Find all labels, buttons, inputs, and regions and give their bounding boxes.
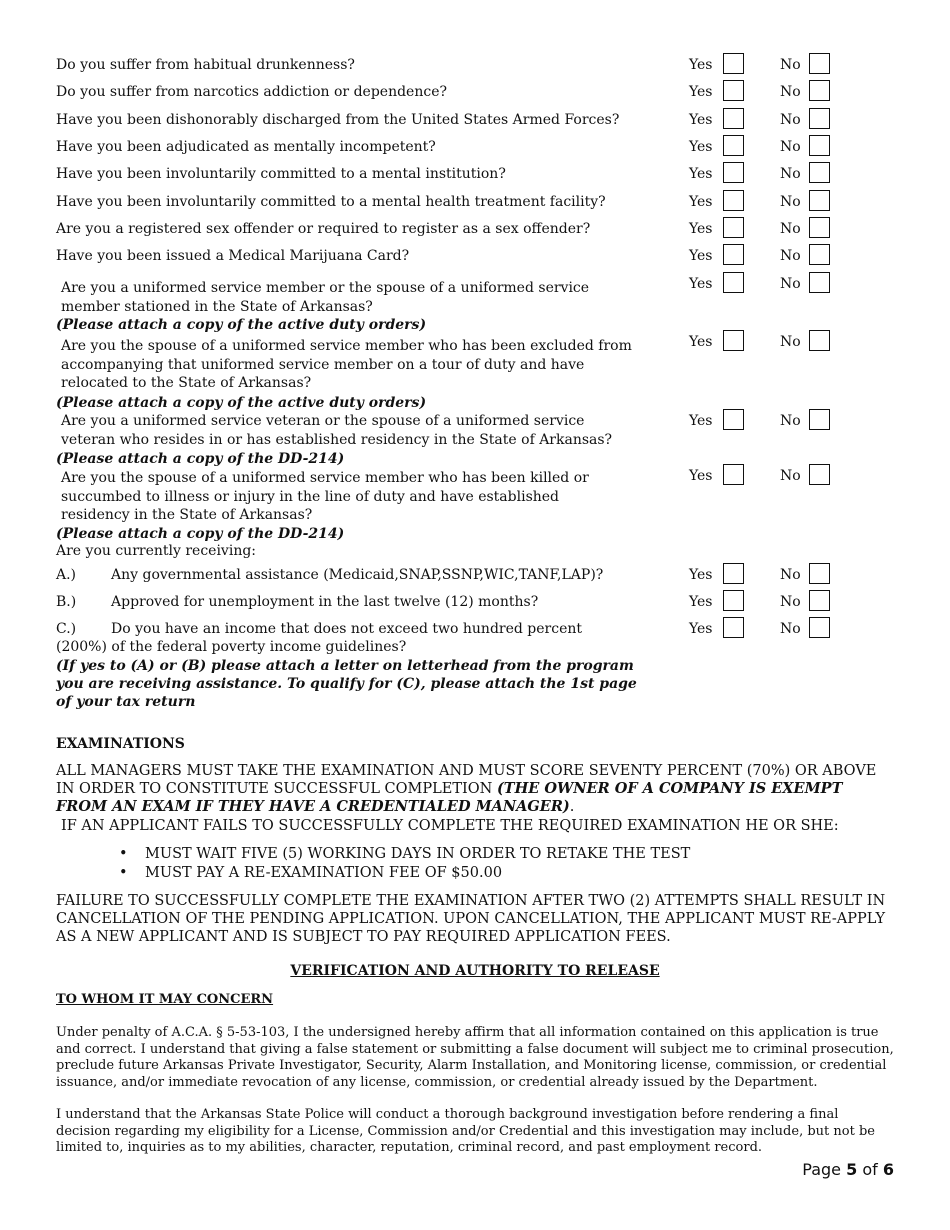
no-checkbox[interactable] <box>809 244 830 265</box>
verification-title: VERIFICATION AND AUTHORITY TO RELEASE <box>290 963 660 979</box>
no-checkbox[interactable] <box>809 80 830 101</box>
question-text: Do you suffer from habitual drunkenness? <box>56 57 355 73</box>
question-text: Have you been adjudicated as mentally incompetent? <box>56 139 436 155</box>
no-label: No <box>780 166 801 182</box>
yes-label: Yes <box>689 84 713 100</box>
no-checkbox[interactable] <box>809 617 830 638</box>
bullet-item: • MUST WAIT FIVE (5) WORKING DAYS IN ORDER TO RETAKE THE TEST <box>145 845 690 864</box>
owner-exempt-note: (THE OWNER OF A COMPANY IS EXEMPT FROM AN EXAM IF THEY HAVE A CREDENTIALED MANAGER) <box>56 780 843 815</box>
no-checkbox[interactable] <box>809 464 830 485</box>
attachment-note: (Please attach a copy of the DD-214) <box>56 451 345 467</box>
verification-paragraph-1: Under penalty of A.C.A. § 5-53-103, I the undersigned hereby affirm that all information contained on this application is true and correct. I understand that giving a false statement or submitting a false document will subject me to criminal prosecution, preclude future Arkansas Private Investigator, Security, Alarm Installation, and Monitoring license, commission, or credential issuance, and/or immediate revocation of any license, commission, or credential already issued by the Department. <box>56 1025 894 1090</box>
question-text: Are you the spouse of a uniformed service member who has been killed or succumbed to illness or injury in the line of duty and have established residency in the State of Arkansas? <box>61 470 589 523</box>
attachment-note: (Please attach a copy of the active duty orders) <box>56 317 427 333</box>
yes-checkbox[interactable] <box>723 217 744 238</box>
of-word: of <box>862 1160 878 1179</box>
salutation: TO WHOM IT MAY CONCERN <box>56 992 274 1007</box>
no-label: No <box>780 567 801 583</box>
examinations-bullets <box>145 845 690 882</box>
receiving-item-b-letter: B.) <box>56 594 77 610</box>
attachment-note: (Please attach a copy of the active duty orders) <box>56 395 427 411</box>
yes-checkbox[interactable] <box>723 53 744 74</box>
yes-label: Yes <box>689 248 713 264</box>
receiving-item-c-continued: (200%) of the federal poverty income guidelines? <box>56 639 407 655</box>
yes-label: Yes <box>689 468 713 484</box>
question-text: Are you a registered sex offender or required to register as a sex offender? <box>56 221 591 237</box>
yes-checkbox[interactable] <box>723 80 744 101</box>
yes-checkbox[interactable] <box>723 162 744 183</box>
no-checkbox[interactable] <box>809 190 830 211</box>
no-label: No <box>780 248 801 264</box>
yes-checkbox[interactable] <box>723 190 744 211</box>
yes-label: Yes <box>689 594 713 610</box>
no-label: No <box>780 621 801 637</box>
yes-label: Yes <box>689 567 713 583</box>
examinations-paragraph-3: FAILURE TO SUCCESSFULLY COMPLETE THE EXAMINATION AFTER TWO (2) ATTEMPTS SHALL RESULT IN CANCELLATION OF THE PENDING APPLICATION. UPON CANCELLATION, THE APPLICANT MUST RE-APPLY AS A NEW APPLICANT AND IS SUBJECT TO PAY REQUIRED APPLICATION FEES. <box>56 893 886 945</box>
examinations-heading: EXAMINATIONS <box>56 736 185 752</box>
yes-label: Yes <box>689 221 713 237</box>
receiving-item-c-letter: C.) <box>56 621 77 637</box>
yes-label: Yes <box>689 194 713 210</box>
no-checkbox[interactable] <box>809 108 830 129</box>
verification-paragraph-2: I understand that the Arkansas State Police will conduct a thorough background investigation before rendering a final decision regarding my eligibility for a License, Commission and/or Credential and this investigation may include, but not be limited to, inquiries as to my abilities, character, reputation, criminal record, and past employment record. <box>56 1107 875 1155</box>
no-label: No <box>780 594 801 610</box>
no-label: No <box>780 334 801 350</box>
no-label: No <box>780 468 801 484</box>
no-checkbox[interactable] <box>809 409 830 430</box>
no-checkbox[interactable] <box>809 53 830 74</box>
no-checkbox[interactable] <box>809 217 830 238</box>
no-checkbox[interactable] <box>809 590 830 611</box>
examinations-paragraph-2: IF AN APPLICANT FAILS TO SUCCESSFULLY COMPLETE THE REQUIRED EXAMINATION HE OR SHE: <box>61 818 839 834</box>
receiving-item-c-text: Do you have an income that does not exceed two hundred percent <box>111 621 583 637</box>
yes-checkbox[interactable] <box>723 135 744 156</box>
yes-label: Yes <box>689 276 713 292</box>
question-text: Have you been involuntarily committed to a mental health treatment facility? <box>56 194 606 210</box>
examinations-paragraph-1-end: . <box>569 799 575 815</box>
no-label: No <box>780 57 801 73</box>
current-page: 5 <box>846 1160 858 1179</box>
yes-label: Yes <box>689 166 713 182</box>
total-pages: 6 <box>882 1160 894 1179</box>
no-checkbox[interactable] <box>809 563 830 584</box>
no-label: No <box>780 84 801 100</box>
yes-checkbox[interactable] <box>723 108 744 129</box>
no-checkbox[interactable] <box>809 330 830 351</box>
no-label: No <box>780 276 801 292</box>
question-text: Are you a uniformed service veteran or the spouse of a uniformed service veteran who resides in or has established residency in the State of Arkansas? <box>61 413 613 448</box>
yes-label: Yes <box>689 57 713 73</box>
yes-label: Yes <box>689 621 713 637</box>
yes-label: Yes <box>689 139 713 155</box>
question-text: Do you suffer from narcotics addiction or dependence? <box>56 84 447 100</box>
page-word: Page <box>802 1160 842 1179</box>
yes-checkbox[interactable] <box>723 617 744 638</box>
no-label: No <box>780 139 801 155</box>
no-label: No <box>780 221 801 237</box>
question-text: Have you been issued a Medical Marijuana Card? <box>56 248 410 264</box>
yes-checkbox[interactable] <box>723 330 744 351</box>
yes-checkbox[interactable] <box>723 409 744 430</box>
receiving-item-a-letter: A.) <box>56 567 77 583</box>
no-checkbox[interactable] <box>809 272 830 293</box>
yes-checkbox[interactable] <box>723 590 744 611</box>
yes-checkbox[interactable] <box>723 272 744 293</box>
question-text: Have you been dishonorably discharged from the United States Armed Forces? <box>56 112 620 128</box>
yes-label: Yes <box>689 112 713 128</box>
no-label: No <box>780 194 801 210</box>
question-text: Are you a uniformed service member or the spouse of a uniformed service member stationed in the State of Arkansas? <box>61 280 590 315</box>
no-label: No <box>780 112 801 128</box>
no-checkbox[interactable] <box>809 162 830 183</box>
examinations-paragraph-1 <box>56 762 896 816</box>
question-text: Have you been involuntarily committed to a mental institution? <box>56 166 506 182</box>
receiving-note: (If yes to (A) or (B) please attach a letter on letterhead from the program you are receiving assistance. To qualify for (C), please attach the 1st page of your tax return <box>56 658 637 710</box>
question-text: Are you the spouse of a uniformed service member who has been excluded from accompanying that uniformed service member on a tour of duty and have relocated to the State of Arkansas? <box>61 338 632 391</box>
receiving-item-a-text: Any governmental assistance (Medicaid,SNAP,SSNP,WIC,TANF,LAP)? <box>111 567 604 583</box>
no-checkbox[interactable] <box>809 135 830 156</box>
yes-checkbox[interactable] <box>723 563 744 584</box>
attachment-note: (Please attach a copy of the DD-214) <box>56 526 345 542</box>
yes-checkbox[interactable] <box>723 244 744 265</box>
examinations-paragraph-1-text: ALL MANAGERS MUST TAKE THE EXAMINATION AND MUST SCORE SEVENTY PERCENT (70%) OR ABOVE IN ORDER TO CONSTITUTE SUCCESSFUL COMPLETION <box>56 763 877 797</box>
receiving-intro: Are you currently receiving: <box>56 543 257 559</box>
no-label: No <box>780 413 801 429</box>
receiving-item-b-text: Approved for unemployment in the last twelve (12) months? <box>111 594 539 610</box>
yes-label: Yes <box>689 334 713 350</box>
yes-checkbox[interactable] <box>723 464 744 485</box>
bullet-item: • MUST PAY A RE-EXAMINATION FEE OF $50.00 <box>145 864 690 883</box>
yes-label: Yes <box>689 413 713 429</box>
page-number <box>802 1160 894 1179</box>
